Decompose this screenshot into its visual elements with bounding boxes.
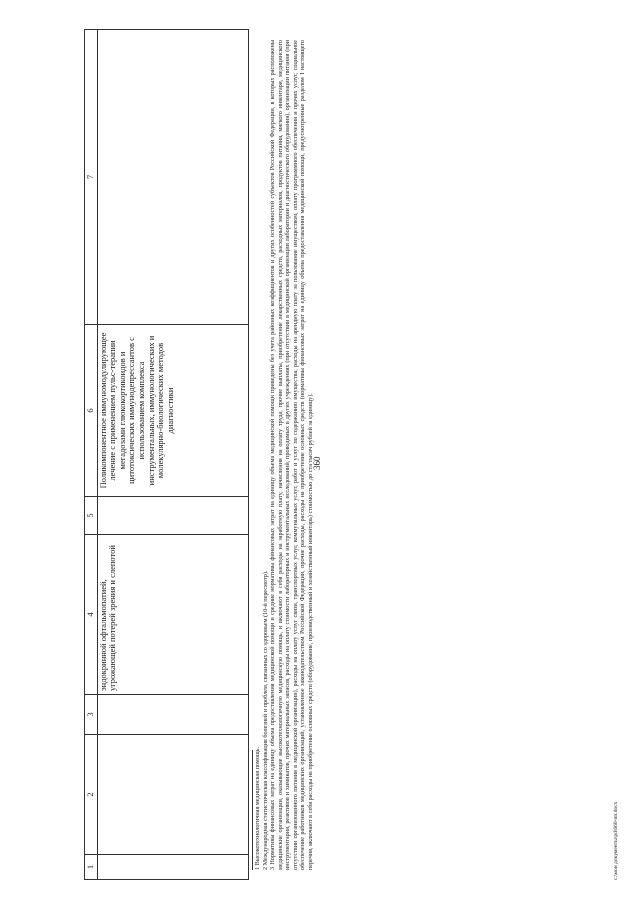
cell-col-3 <box>97 695 248 735</box>
footnotes <box>252 40 315 870</box>
footnote-2: 2 Международная статистическая классификация болезней и проблем, связанных со здоровьем (10-й пересмотр). <box>261 570 269 870</box>
file-path: c:\мои документы\pd\660-пп.docx <box>613 801 619 880</box>
footnote-3: 3 Нормативы финансовых затрат на единицу объема предоставления медицинской помощи и средние нормативы финансовых затрат на единицу объема медицинской помощи приведены без учета районных коэффициентов и других особенностей субъектов Российской Федерации, в которых расположены медицинские организации, оказывающие высокотехнологичную медицинскую помощь, и включают в себя расходы на заработную плату, начисления на оплату труда, прочие выплаты, приобретение лекарственных средств, расходных материалов, продуктов питания, мягкого инвентаря, медицинского инструментария, реактивов и химикатов, прочих материальных запасов, расходы на оплату стоимости лабораторных и инструментальных исследований, проводимых в других учреждениях (при отсутствии в медицинской организации лаборатории и диагностического оборудования), организации питания (при отсутствии организованного питания в медицинской организации), расходы на оплату услуг связи, транспортных услуг, коммунальных услуг, работ и услуг по содержанию имущества, расходы на арендную плату за пользование имуществом, оплату программного обеспечения и прочих услуг, социальное обеспечение работников медицинских организаций, установленное законодательством Российской Федерации, прочие расходы, расходы на приобретение основных средств (нормативы финансовых затрат на единицу объема предоставления медицинской помощи, предусмотренные разделом I настоящего перечня, включают в себя расходы на приобретение основных средств (оборудование, производственный и хозяйственный инвентарь) стоимостью до ста тысяч рублей за единицу). <box>269 40 314 870</box>
cell-col-2 <box>97 735 248 855</box>
column-header-7: 7 <box>85 30 98 325</box>
column-header-6: 6 <box>85 325 98 497</box>
column-header-3: 3 <box>85 695 98 735</box>
table-row <box>97 30 248 880</box>
footnote-separator <box>252 750 253 870</box>
landscape-content <box>84 30 614 880</box>
services-table <box>84 29 249 880</box>
footnote-1: 1 Высокотехнологичная медицинская помощь. <box>254 746 261 870</box>
cell-col-5 <box>97 497 248 535</box>
cell-diagnosis: эндокринной офтальмопатией, угрожающей потерей зрения и слепотой <box>97 535 248 695</box>
column-header-1: 1 <box>85 855 98 880</box>
table-header-row <box>85 30 98 880</box>
column-header-2: 2 <box>85 735 98 855</box>
cell-col-1 <box>97 855 248 880</box>
cell-treatment-method: Поликомпонентное иммуномодулирующее лечение с применением пульс-терапии мегадозами глюкокортикоидов и цитотоксических иммунодепрессантов с использованием комплекса инструментальных, иммунологических и молекулярно-биологических методов диагностики <box>97 325 248 497</box>
cell-col-7 <box>97 30 248 325</box>
column-header-5: 5 <box>85 497 98 535</box>
page-number: 360 <box>312 456 322 470</box>
column-header-4: 4 <box>85 535 98 695</box>
